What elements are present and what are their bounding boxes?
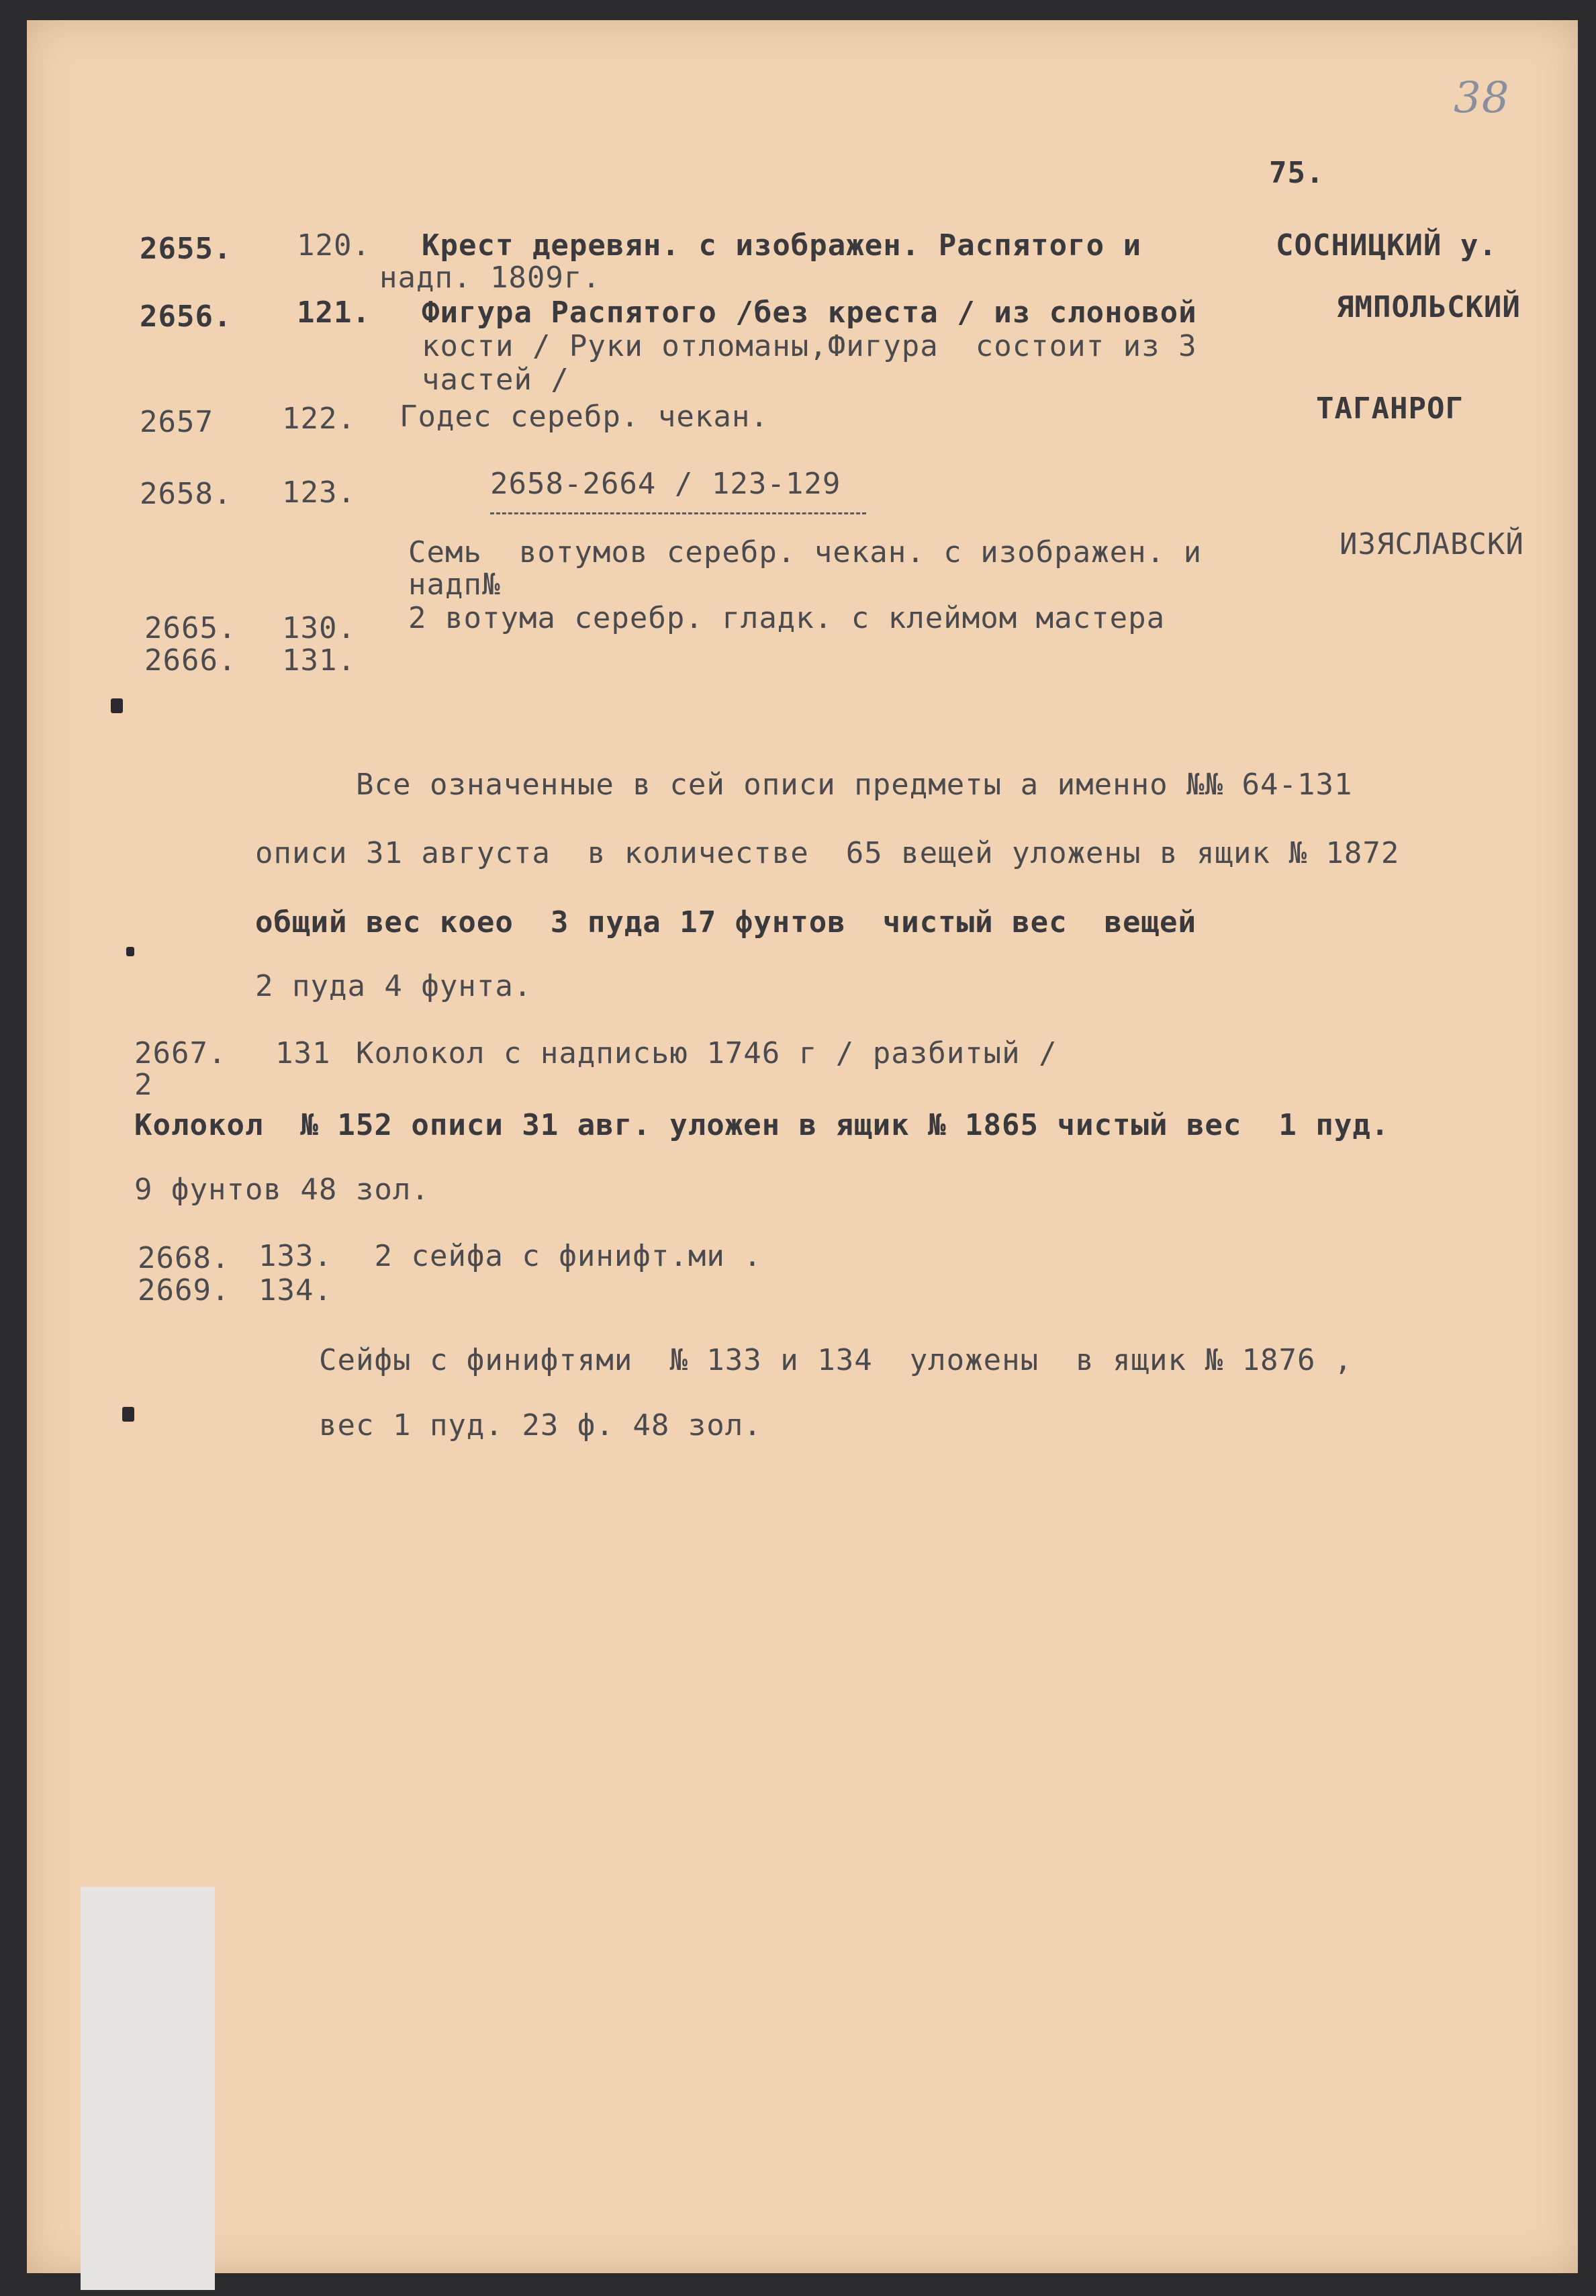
inventory-range: 2658-2664 / 123-129 bbox=[490, 467, 841, 501]
item-description-cont: надп№ bbox=[408, 567, 501, 602]
inventory-number: 2656. bbox=[140, 300, 232, 334]
binding-pin bbox=[111, 698, 123, 713]
item-description-cont: частей / bbox=[422, 363, 569, 397]
item-description: Фигура Распятого /без креста / из слоновой bbox=[422, 295, 1197, 330]
item-number: 131. bbox=[282, 643, 356, 678]
item-count: 2 bbox=[134, 1068, 153, 1102]
item-description-cont: надп. 1809г. bbox=[379, 261, 601, 295]
item-description: 2 вотума серебр. гладк. с клеймом мастера bbox=[408, 601, 1166, 635]
binding-pin bbox=[122, 1407, 134, 1422]
item-description: Семь вотумов серебр. чекан. с изображен. и bbox=[408, 535, 1203, 569]
inventory-number: 2655. bbox=[140, 232, 232, 266]
page-number: 75. bbox=[1269, 156, 1325, 190]
item-description-cont: кости / Руки отломаны,Фигура состоит из 3 bbox=[422, 329, 1197, 363]
bell-note-line: Колокол № 152 описи 31 авг. уложен в ящик № 1865 чистый вес 1 пуд. bbox=[134, 1108, 1390, 1142]
bell-note-line: 9 фунтов 48 зол. bbox=[134, 1173, 430, 1207]
inventory-number: 2668. bbox=[138, 1241, 230, 1275]
item-number: 134. bbox=[259, 1273, 332, 1307]
summary-line: 2 пуда 4 фунта. bbox=[255, 969, 532, 1003]
binding-pin bbox=[126, 947, 134, 956]
folio-number: 38 bbox=[1454, 73, 1510, 123]
summary-line: описи 31 августа в количестве 65 вещей уложены в ящик № 1872 bbox=[255, 836, 1400, 870]
item-number: 130. bbox=[282, 611, 356, 645]
inventory-number: 2665. bbox=[144, 611, 237, 645]
summary-line: Все означенные в сей описи предметы а именно №№ 64-131 bbox=[356, 768, 1353, 802]
inventory-number: 2669. bbox=[138, 1273, 230, 1307]
item-number: 120. bbox=[297, 228, 371, 263]
summary-line: вес 1 пуд. 23 ф. 48 зол. bbox=[319, 1408, 762, 1442]
item-number: 122. bbox=[282, 402, 356, 436]
item-origin: ИЗЯСЛАВСКЙ bbox=[1340, 527, 1524, 561]
item-description: Колокол с надписью 1746 г / разбитый / bbox=[356, 1036, 1058, 1070]
inventory-number: 2666. bbox=[144, 643, 237, 678]
torn-paper-edge bbox=[81, 1887, 215, 2290]
item-description: Годес серебр. чекан. bbox=[400, 400, 769, 434]
item-origin: СОСНИЦКИЙ у. bbox=[1276, 228, 1497, 263]
item-origin: ТАГАНРОГ bbox=[1316, 392, 1464, 426]
range-underline bbox=[490, 512, 866, 514]
item-number: 121. bbox=[297, 295, 371, 330]
item-number: 133. bbox=[259, 1239, 332, 1273]
inventory-number: 2657 bbox=[140, 405, 214, 439]
inventory-number: 2658. bbox=[140, 477, 232, 511]
item-origin: ЯМПОЛЬСКИЙ bbox=[1336, 290, 1521, 324]
summary-line: общий вес коео 3 пуда 17 фунтов чистый вес вещей bbox=[255, 905, 1197, 939]
item-number: 131 bbox=[275, 1036, 331, 1070]
item-description: Крест деревян. с изображен. Распятого и bbox=[422, 228, 1142, 263]
inventory-number: 2667. bbox=[134, 1036, 227, 1070]
item-number: 123. bbox=[282, 475, 356, 510]
item-description: 2 сейфа с финифт.ми . bbox=[356, 1239, 762, 1273]
summary-line: Сейфы с финифтями № 133 и 134 уложены в ящик № 1876 , bbox=[319, 1343, 1353, 1377]
